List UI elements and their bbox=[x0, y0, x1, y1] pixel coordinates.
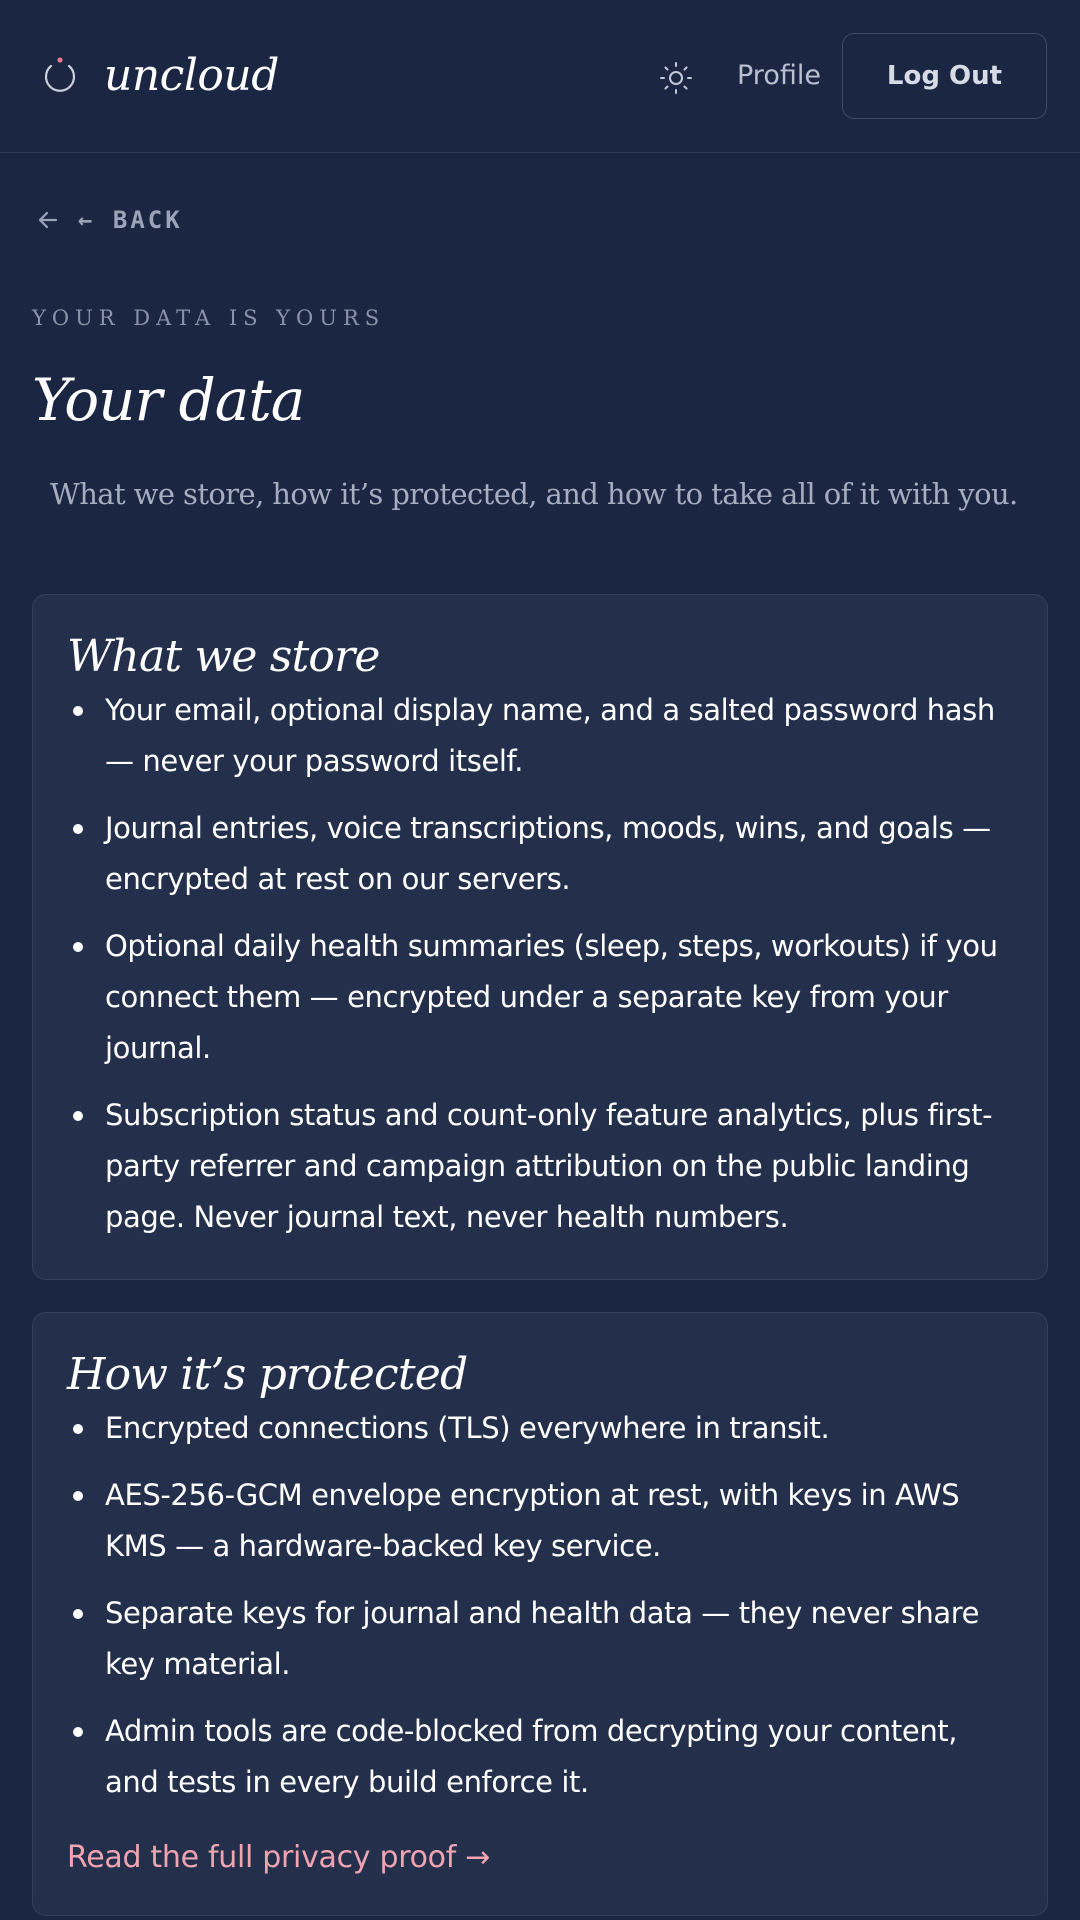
back-link[interactable] bbox=[36, 202, 183, 238]
list-item: Optional daily health summaries (sleep, steps, workouts) if you connect them — encrypted under a separate key from your journal. bbox=[67, 921, 1013, 1074]
page-subtitle: What we store, how it’s protected, and how to take all of it with you. bbox=[50, 477, 1018, 511]
top-bar bbox=[0, 0, 1080, 153]
profile-link[interactable]: Profile bbox=[737, 60, 821, 91]
how-protected-card bbox=[32, 1312, 1048, 1916]
protection-list bbox=[67, 1403, 1013, 1808]
list-item: Journal entries, voice transcriptions, moods, wins, and goals — encrypted at rest on our servers. bbox=[67, 803, 1013, 905]
list-item: Admin tools are code-blocked from decrypting your content, and tests in every build enforce it. bbox=[67, 1706, 1013, 1808]
brand-name[interactable]: uncloud bbox=[104, 50, 279, 101]
list-item: Subscription status and count-only feature analytics, plus first-party referrer and campaign attribution on the public landing page. Never journal text, never health numbers. bbox=[67, 1090, 1013, 1243]
list-item: Your email, optional display name, and a salted password hash — never your password itself. bbox=[67, 685, 1013, 787]
what-we-store-card bbox=[32, 594, 1048, 1280]
logout-button[interactable]: Log Out bbox=[842, 33, 1047, 119]
page-title: Your data bbox=[32, 366, 305, 434]
list-item: Encrypted connections (TLS) everywhere in transit. bbox=[67, 1403, 1013, 1454]
arrow-left-icon bbox=[36, 208, 60, 232]
back-label: ← BACK bbox=[78, 206, 183, 234]
store-list bbox=[67, 685, 1013, 1243]
eyebrow-label: YOUR DATA IS YOURS bbox=[32, 306, 386, 330]
list-item: AES-256-GCM envelope encryption at rest, with keys in AWS KMS — a hardware-backed key service. bbox=[67, 1470, 1013, 1572]
card-title: What we store bbox=[67, 631, 380, 682]
power-ring-icon[interactable] bbox=[40, 56, 80, 96]
privacy-proof-link[interactable]: Read the full privacy proof → bbox=[67, 1840, 491, 1875]
sun-icon[interactable] bbox=[658, 60, 694, 96]
card-title: How it’s protected bbox=[67, 1349, 468, 1400]
list-item: Separate keys for journal and health data — they never share key material. bbox=[67, 1588, 1013, 1690]
